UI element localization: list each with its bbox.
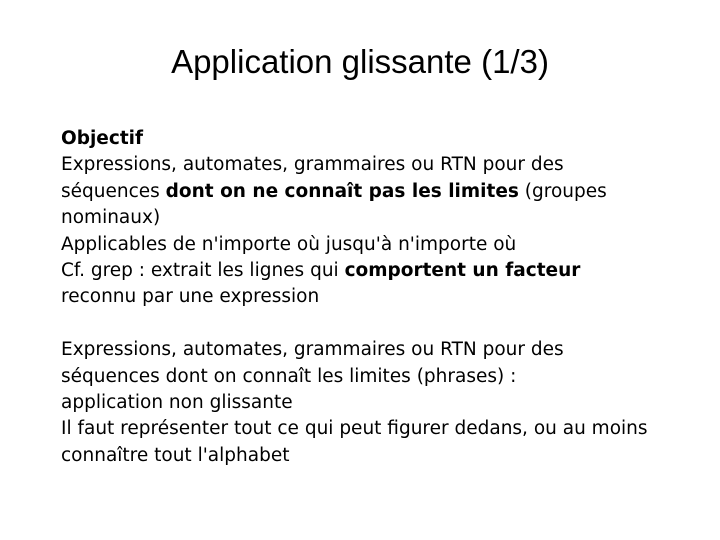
slide-title: Application glissante (1/3) (171, 43, 549, 80)
text-run: connaître tout l'alphabet (61, 444, 290, 466)
text-line (61, 284, 711, 310)
emphasis-text: Objectif (61, 128, 144, 149)
text-run: Expressions, automates, grammaires ou RTN pour des (61, 339, 564, 361)
text-run: séquences dont on connaît les limites (phrases) : (61, 365, 517, 387)
text-line (61, 416, 711, 442)
text-line (61, 443, 711, 469)
text-run: Il faut représenter tout ce qui peut figurer dedans, ou au moins (61, 418, 648, 440)
text-line (61, 126, 711, 152)
text-line (61, 179, 711, 205)
text-run: Applicables de n'importe où jusqu'à n'importe où (61, 233, 517, 255)
emphasis-text: comportent un facteur (344, 260, 581, 282)
slide-body (61, 126, 711, 469)
emphasis-text: dont on ne connaît pas les limites (165, 180, 519, 202)
text-line (61, 390, 711, 416)
text-run: (groupes (518, 180, 607, 202)
text-run: Expressions, automates, grammaires ou RTN pour des (61, 154, 564, 176)
text-run: séquences (61, 180, 166, 202)
text-line (61, 152, 711, 178)
text-run: reconnu par une expression (61, 286, 320, 308)
text-line (61, 232, 711, 258)
text-line (61, 205, 711, 231)
text-run: Cf. grep : extrait les lignes qui (61, 260, 345, 282)
text-line (61, 364, 711, 390)
text-line (61, 258, 711, 284)
text-line (61, 337, 711, 363)
text-run: nominaux) (61, 207, 161, 229)
text-run: application non glissante (61, 392, 293, 414)
paragraph-gap (61, 311, 711, 337)
